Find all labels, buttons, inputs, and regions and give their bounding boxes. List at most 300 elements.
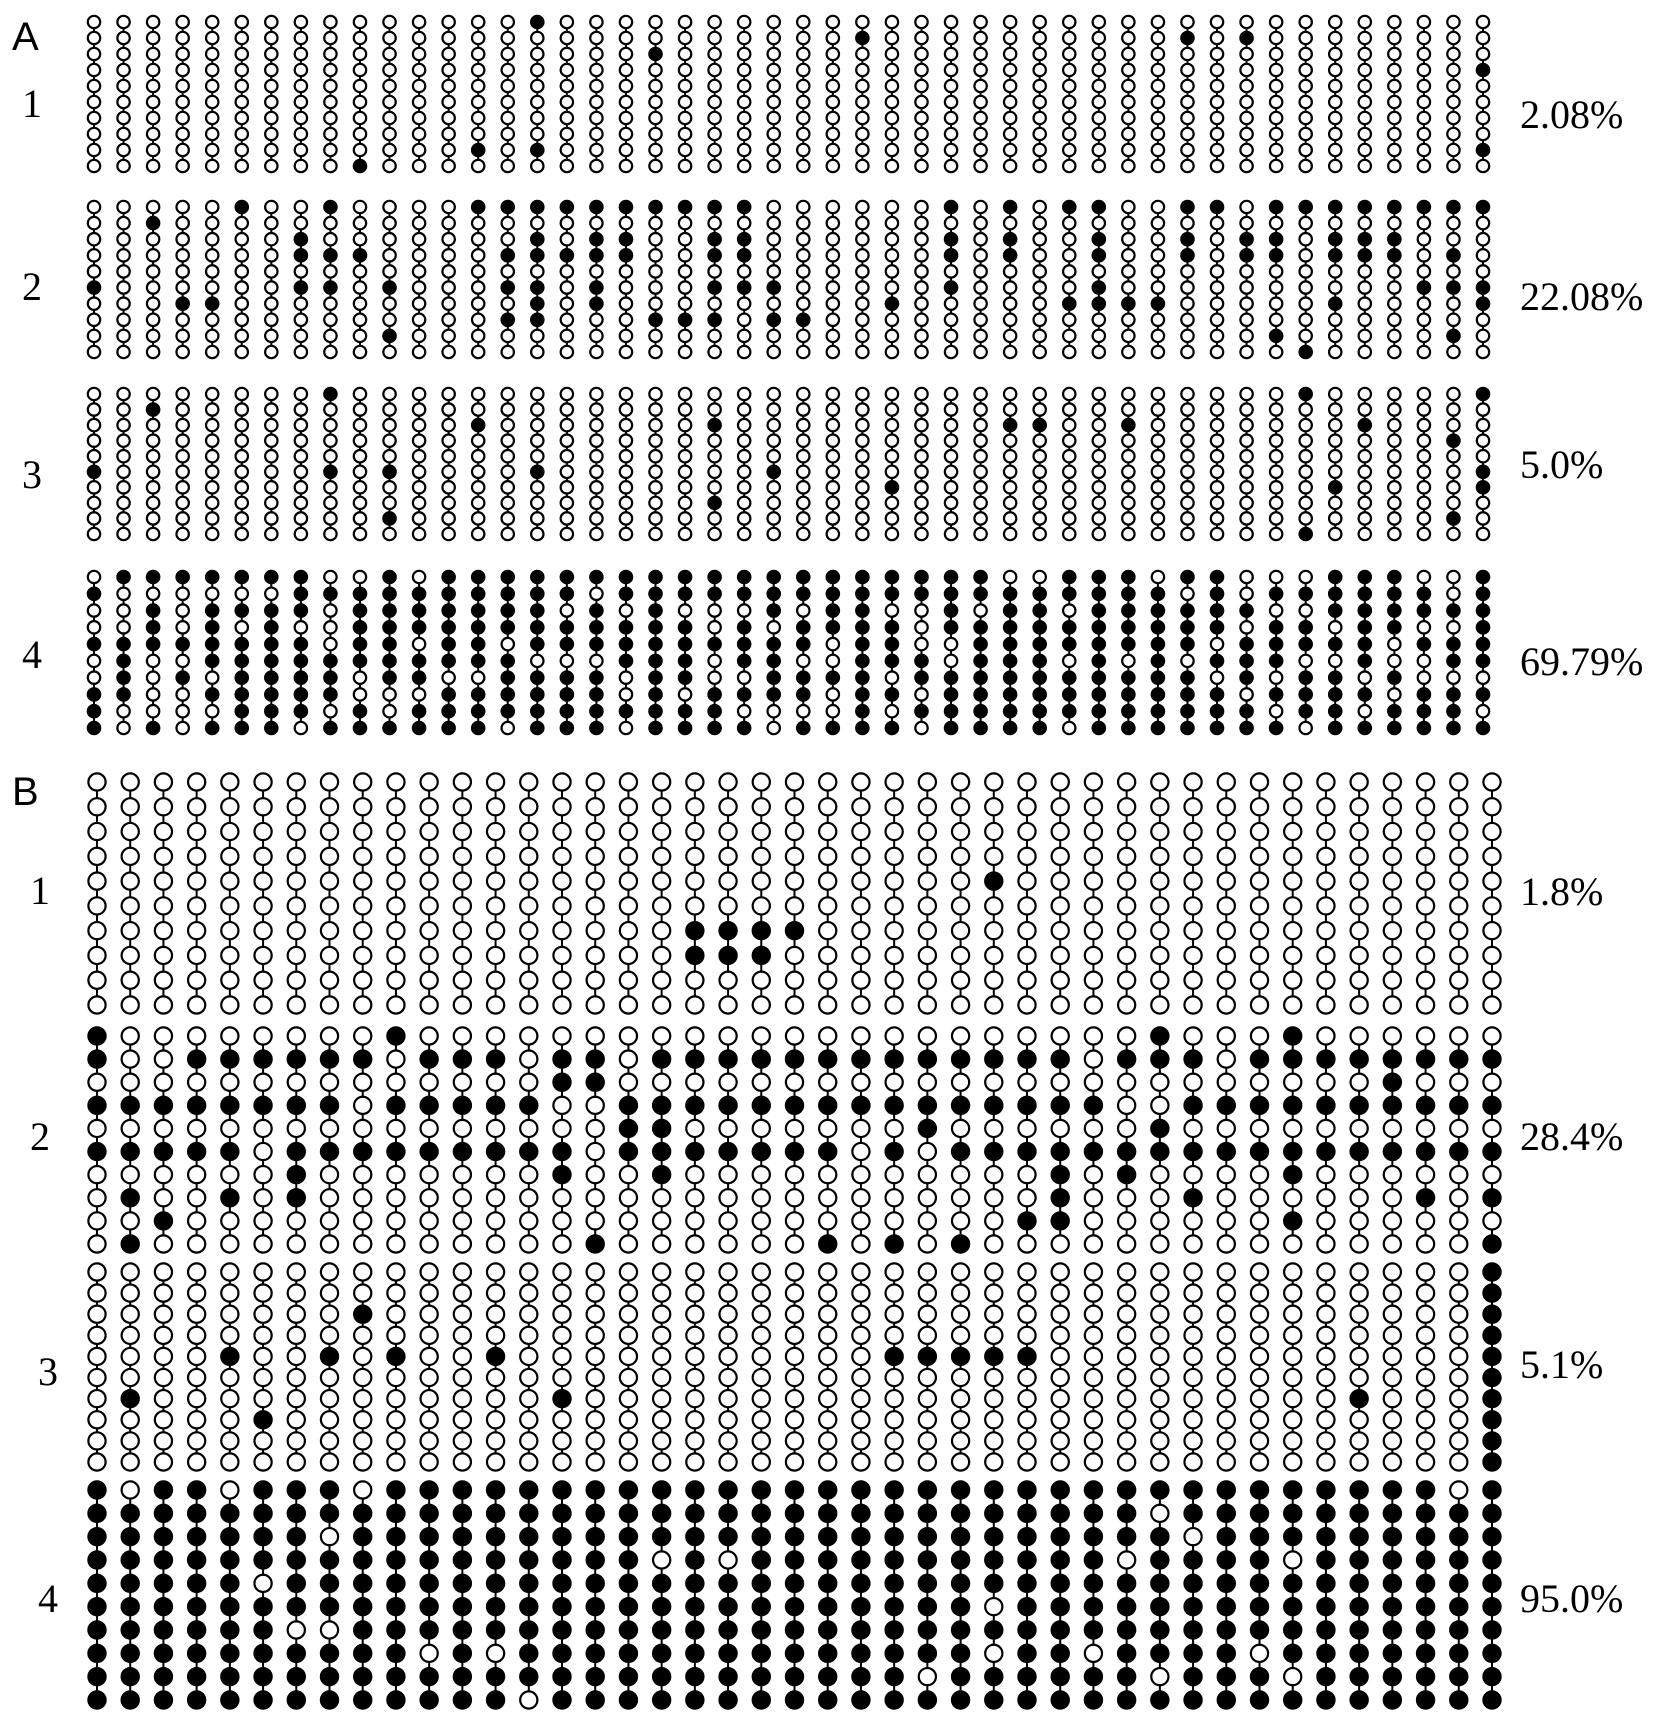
methylated-cpg bbox=[1384, 1691, 1401, 1708]
row-number: 3 bbox=[22, 452, 42, 497]
unmethylated-cpg bbox=[1018, 1074, 1035, 1091]
unmethylated-cpg bbox=[421, 1027, 438, 1044]
clone-column bbox=[1251, 1481, 1268, 1708]
methylated-cpg bbox=[1299, 671, 1311, 683]
unmethylated-cpg bbox=[1388, 466, 1400, 478]
unmethylated-cpg bbox=[653, 1348, 670, 1365]
clone-column bbox=[487, 1481, 504, 1708]
methylated-cpg bbox=[442, 688, 454, 700]
unmethylated-cpg bbox=[1118, 947, 1135, 964]
methylated-cpg bbox=[1284, 1575, 1301, 1592]
unmethylated-cpg bbox=[321, 996, 338, 1013]
unmethylated-cpg bbox=[786, 972, 803, 989]
clone-column bbox=[1418, 571, 1430, 734]
unmethylated-cpg bbox=[206, 128, 218, 140]
clone-column bbox=[147, 16, 159, 172]
unmethylated-cpg bbox=[265, 48, 277, 60]
unmethylated-cpg bbox=[1151, 1166, 1168, 1183]
methylated-cpg bbox=[1063, 588, 1075, 600]
unmethylated-cpg bbox=[1122, 330, 1134, 342]
unmethylated-cpg bbox=[421, 1453, 438, 1470]
methylated-cpg bbox=[502, 281, 514, 293]
unmethylated-cpg bbox=[88, 419, 100, 431]
methylated-cpg bbox=[952, 1235, 969, 1252]
unmethylated-cpg bbox=[1317, 922, 1334, 939]
unmethylated-cpg bbox=[221, 922, 238, 939]
unmethylated-cpg bbox=[1418, 314, 1430, 326]
methylated-cpg bbox=[487, 1528, 504, 1545]
unmethylated-cpg bbox=[288, 1348, 305, 1365]
unmethylated-cpg bbox=[1151, 1348, 1168, 1365]
clone-column bbox=[1450, 1263, 1467, 1470]
unmethylated-cpg bbox=[915, 528, 927, 540]
unmethylated-cpg bbox=[1063, 722, 1075, 734]
unmethylated-cpg bbox=[387, 1235, 404, 1252]
unmethylated-cpg bbox=[679, 346, 691, 358]
methylated-cpg bbox=[122, 1668, 139, 1685]
unmethylated-cpg bbox=[188, 1306, 205, 1323]
unmethylated-cpg bbox=[827, 217, 839, 229]
methylated-cpg bbox=[1417, 1505, 1434, 1522]
clone-column bbox=[620, 1027, 637, 1252]
unmethylated-cpg bbox=[88, 16, 100, 28]
methylated-cpg bbox=[786, 1668, 803, 1685]
unmethylated-cpg bbox=[561, 330, 573, 342]
unmethylated-cpg bbox=[649, 96, 661, 108]
clone-column bbox=[442, 16, 454, 172]
unmethylated-cpg bbox=[856, 434, 868, 446]
methylated-cpg bbox=[1052, 1051, 1069, 1068]
unmethylated-cpg bbox=[1118, 1074, 1135, 1091]
unmethylated-cpg bbox=[1122, 16, 1134, 28]
methylated-cpg bbox=[236, 655, 248, 667]
unmethylated-cpg bbox=[88, 571, 100, 583]
clone-column bbox=[1477, 201, 1489, 358]
clone-column bbox=[1418, 16, 1430, 172]
unmethylated-cpg bbox=[797, 112, 809, 124]
unmethylated-cpg bbox=[295, 128, 307, 140]
unmethylated-cpg bbox=[520, 1074, 537, 1091]
unmethylated-cpg bbox=[117, 249, 129, 261]
unmethylated-cpg bbox=[1063, 64, 1075, 76]
clone-column bbox=[354, 16, 366, 172]
clone-column bbox=[442, 201, 454, 358]
unmethylated-cpg bbox=[295, 450, 307, 462]
unmethylated-cpg bbox=[1418, 497, 1430, 509]
unmethylated-cpg bbox=[1240, 144, 1252, 156]
unmethylated-cpg bbox=[620, 1189, 637, 1206]
unmethylated-cpg bbox=[1477, 346, 1489, 358]
methylated-cpg bbox=[1018, 1598, 1035, 1615]
unmethylated-cpg bbox=[354, 403, 366, 415]
unmethylated-cpg bbox=[454, 1212, 471, 1229]
unmethylated-cpg bbox=[1284, 1432, 1301, 1449]
unmethylated-cpg bbox=[421, 1432, 438, 1449]
unmethylated-cpg bbox=[620, 80, 632, 92]
unmethylated-cpg bbox=[974, 466, 986, 478]
unmethylated-cpg bbox=[786, 1411, 803, 1428]
unmethylated-cpg bbox=[827, 419, 839, 431]
unmethylated-cpg bbox=[88, 897, 105, 914]
methylated-cpg bbox=[1299, 688, 1311, 700]
methylated-cpg bbox=[295, 671, 307, 683]
unmethylated-cpg bbox=[1384, 1453, 1401, 1470]
methylated-cpg bbox=[915, 571, 927, 583]
unmethylated-cpg bbox=[1329, 160, 1341, 172]
unmethylated-cpg bbox=[421, 1189, 438, 1206]
clone-column bbox=[1211, 571, 1223, 734]
methylated-cpg bbox=[915, 671, 927, 683]
unmethylated-cpg bbox=[442, 314, 454, 326]
unmethylated-cpg bbox=[590, 48, 602, 60]
unmethylated-cpg bbox=[1299, 297, 1311, 309]
unmethylated-cpg bbox=[1418, 48, 1430, 60]
unmethylated-cpg bbox=[155, 1074, 172, 1091]
unmethylated-cpg bbox=[819, 1390, 836, 1407]
unmethylated-cpg bbox=[1483, 1212, 1500, 1229]
methylated-cpg bbox=[206, 621, 218, 633]
unmethylated-cpg bbox=[1450, 1166, 1467, 1183]
unmethylated-cpg bbox=[354, 897, 371, 914]
unmethylated-cpg bbox=[886, 265, 898, 277]
methylated-cpg bbox=[1251, 1598, 1268, 1615]
unmethylated-cpg bbox=[1317, 1120, 1334, 1137]
unmethylated-cpg bbox=[561, 32, 573, 44]
methylated-cpg bbox=[221, 1051, 238, 1068]
unmethylated-cpg bbox=[122, 1212, 139, 1229]
unmethylated-cpg bbox=[719, 1263, 736, 1280]
unmethylated-cpg bbox=[1388, 144, 1400, 156]
unmethylated-cpg bbox=[295, 16, 307, 28]
unmethylated-cpg bbox=[354, 1432, 371, 1449]
unmethylated-cpg bbox=[1184, 996, 1201, 1013]
unmethylated-cpg bbox=[679, 434, 691, 446]
unmethylated-cpg bbox=[1359, 128, 1371, 140]
unmethylated-cpg bbox=[1093, 403, 1105, 415]
unmethylated-cpg bbox=[768, 201, 780, 213]
unmethylated-cpg bbox=[1034, 403, 1046, 415]
methylated-cpg bbox=[753, 1143, 770, 1160]
methylated-cpg bbox=[472, 722, 484, 734]
unmethylated-cpg bbox=[1299, 281, 1311, 293]
unmethylated-cpg bbox=[1384, 1189, 1401, 1206]
methylated-cpg bbox=[1477, 621, 1489, 633]
methylated-cpg bbox=[1118, 1668, 1135, 1685]
clone-column bbox=[886, 16, 898, 172]
methylated-cpg bbox=[886, 1051, 903, 1068]
methylated-cpg bbox=[1284, 1166, 1301, 1183]
methylated-cpg bbox=[1477, 64, 1489, 76]
clone-column bbox=[797, 388, 809, 540]
unmethylated-cpg bbox=[1034, 160, 1046, 172]
unmethylated-cpg bbox=[653, 848, 670, 865]
unmethylated-cpg bbox=[354, 265, 366, 277]
unmethylated-cpg bbox=[1388, 512, 1400, 524]
methylated-cpg bbox=[620, 201, 632, 213]
unmethylated-cpg bbox=[1034, 281, 1046, 293]
unmethylated-cpg bbox=[915, 297, 927, 309]
methylated-cpg bbox=[1052, 1598, 1069, 1615]
unmethylated-cpg bbox=[413, 512, 425, 524]
unmethylated-cpg bbox=[886, 1166, 903, 1183]
unmethylated-cpg bbox=[502, 64, 514, 76]
unmethylated-cpg bbox=[768, 64, 780, 76]
methylated-cpg bbox=[1477, 571, 1489, 583]
methylated-cpg bbox=[1063, 297, 1075, 309]
unmethylated-cpg bbox=[753, 1074, 770, 1091]
unmethylated-cpg bbox=[442, 512, 454, 524]
clone-column bbox=[88, 388, 100, 540]
unmethylated-cpg bbox=[719, 1235, 736, 1252]
methylated-cpg bbox=[1151, 1027, 1168, 1044]
unmethylated-cpg bbox=[1388, 48, 1400, 60]
unmethylated-cpg bbox=[1093, 144, 1105, 156]
clone-column bbox=[561, 571, 573, 734]
unmethylated-cpg bbox=[354, 798, 371, 815]
unmethylated-cpg bbox=[719, 1369, 736, 1386]
unmethylated-cpg bbox=[295, 144, 307, 156]
unmethylated-cpg bbox=[413, 32, 425, 44]
unmethylated-cpg bbox=[1417, 897, 1434, 914]
lollipop-row bbox=[88, 1027, 1500, 1252]
unmethylated-cpg bbox=[88, 1074, 105, 1091]
unmethylated-cpg bbox=[1052, 848, 1069, 865]
methylated-cpg bbox=[1417, 1668, 1434, 1685]
methylated-cpg bbox=[686, 1143, 703, 1160]
unmethylated-cpg bbox=[236, 160, 248, 172]
unmethylated-cpg bbox=[1418, 80, 1430, 92]
unmethylated-cpg bbox=[915, 434, 927, 446]
unmethylated-cpg bbox=[236, 388, 248, 400]
unmethylated-cpg bbox=[1240, 388, 1252, 400]
unmethylated-cpg bbox=[919, 873, 936, 890]
unmethylated-cpg bbox=[1151, 996, 1168, 1013]
unmethylated-cpg bbox=[1122, 201, 1134, 213]
methylated-cpg bbox=[653, 1575, 670, 1592]
unmethylated-cpg bbox=[1447, 528, 1459, 540]
unmethylated-cpg bbox=[236, 419, 248, 431]
unmethylated-cpg bbox=[797, 128, 809, 140]
unmethylated-cpg bbox=[786, 1369, 803, 1386]
unmethylated-cpg bbox=[738, 481, 750, 493]
unmethylated-cpg bbox=[1351, 1285, 1368, 1302]
unmethylated-cpg bbox=[520, 996, 537, 1013]
methylated-cpg bbox=[1152, 688, 1164, 700]
unmethylated-cpg bbox=[1450, 922, 1467, 939]
methylated-cpg bbox=[454, 1528, 471, 1545]
unmethylated-cpg bbox=[1317, 897, 1334, 914]
unmethylated-cpg bbox=[1240, 419, 1252, 431]
unmethylated-cpg bbox=[1299, 265, 1311, 277]
unmethylated-cpg bbox=[1270, 265, 1282, 277]
clone-column bbox=[1384, 773, 1401, 1013]
methylated-cpg bbox=[1018, 1143, 1035, 1160]
unmethylated-cpg bbox=[768, 346, 780, 358]
clone-column bbox=[753, 1263, 770, 1470]
unmethylated-cpg bbox=[117, 512, 129, 524]
unmethylated-cpg bbox=[797, 434, 809, 446]
methylated-cpg bbox=[952, 1143, 969, 1160]
methylated-cpg bbox=[620, 571, 632, 583]
unmethylated-cpg bbox=[1063, 434, 1075, 446]
unmethylated-cpg bbox=[1034, 571, 1046, 583]
unmethylated-cpg bbox=[649, 281, 661, 293]
methylated-cpg bbox=[1447, 201, 1459, 213]
unmethylated-cpg bbox=[1477, 80, 1489, 92]
unmethylated-cpg bbox=[1329, 330, 1341, 342]
unmethylated-cpg bbox=[797, 265, 809, 277]
unmethylated-cpg bbox=[288, 947, 305, 964]
unmethylated-cpg bbox=[265, 128, 277, 140]
unmethylated-cpg bbox=[1034, 96, 1046, 108]
unmethylated-cpg bbox=[974, 297, 986, 309]
unmethylated-cpg bbox=[413, 688, 425, 700]
unmethylated-cpg bbox=[620, 1285, 637, 1302]
methylated-cpg bbox=[1118, 1575, 1135, 1592]
unmethylated-cpg bbox=[1251, 922, 1268, 939]
methylated-cpg bbox=[1251, 1143, 1268, 1160]
unmethylated-cpg bbox=[1151, 798, 1168, 815]
clone-column bbox=[856, 16, 868, 172]
unmethylated-cpg bbox=[1418, 528, 1430, 540]
unmethylated-cpg bbox=[852, 1306, 869, 1323]
unmethylated-cpg bbox=[442, 249, 454, 261]
unmethylated-cpg bbox=[852, 1143, 869, 1160]
unmethylated-cpg bbox=[1118, 823, 1135, 840]
unmethylated-cpg bbox=[421, 1166, 438, 1183]
unmethylated-cpg bbox=[1351, 1327, 1368, 1344]
unmethylated-cpg bbox=[886, 773, 903, 790]
methylated-cpg bbox=[1418, 722, 1430, 734]
unmethylated-cpg bbox=[686, 773, 703, 790]
clone-column bbox=[531, 571, 543, 734]
unmethylated-cpg bbox=[1299, 434, 1311, 446]
unmethylated-cpg bbox=[738, 144, 750, 156]
unmethylated-cpg bbox=[708, 450, 720, 462]
methylated-cpg bbox=[88, 1097, 105, 1114]
unmethylated-cpg bbox=[1063, 466, 1075, 478]
unmethylated-cpg bbox=[1240, 346, 1252, 358]
unmethylated-cpg bbox=[1085, 1348, 1102, 1365]
unmethylated-cpg bbox=[886, 16, 898, 28]
methylated-cpg bbox=[952, 1051, 969, 1068]
unmethylated-cpg bbox=[1063, 128, 1075, 140]
unmethylated-cpg bbox=[1388, 434, 1400, 446]
clone-column bbox=[1218, 1263, 1235, 1470]
methylated-cpg bbox=[1450, 1598, 1467, 1615]
clone-column bbox=[1483, 773, 1500, 1013]
unmethylated-cpg bbox=[1270, 96, 1282, 108]
unmethylated-cpg bbox=[1450, 1390, 1467, 1407]
methylated-cpg bbox=[620, 621, 632, 633]
unmethylated-cpg bbox=[1317, 1369, 1334, 1386]
clone-column bbox=[1483, 1027, 1500, 1252]
methylated-cpg bbox=[1018, 1505, 1035, 1522]
unmethylated-cpg bbox=[679, 144, 691, 156]
unmethylated-cpg bbox=[442, 265, 454, 277]
clone-column bbox=[254, 1481, 271, 1708]
methylated-cpg bbox=[288, 1505, 305, 1522]
row-number: 4 bbox=[22, 632, 42, 677]
unmethylated-cpg bbox=[413, 330, 425, 342]
methylated-cpg bbox=[1004, 249, 1016, 261]
unmethylated-cpg bbox=[254, 1189, 271, 1206]
methylated-cpg bbox=[1351, 1143, 1368, 1160]
unmethylated-cpg bbox=[321, 1453, 338, 1470]
unmethylated-cpg bbox=[919, 848, 936, 865]
unmethylated-cpg bbox=[985, 1411, 1002, 1428]
unmethylated-cpg bbox=[587, 1390, 604, 1407]
methylated-cpg bbox=[288, 1051, 305, 1068]
unmethylated-cpg bbox=[1384, 947, 1401, 964]
unmethylated-cpg bbox=[590, 419, 602, 431]
methylated-cpg bbox=[1052, 1621, 1069, 1638]
methylated-cpg bbox=[1181, 32, 1193, 44]
unmethylated-cpg bbox=[708, 112, 720, 124]
unmethylated-cpg bbox=[206, 419, 218, 431]
unmethylated-cpg bbox=[587, 1097, 604, 1114]
unmethylated-cpg bbox=[1122, 434, 1134, 446]
unmethylated-cpg bbox=[88, 346, 100, 358]
methylated-cpg bbox=[1184, 1189, 1201, 1206]
unmethylated-cpg bbox=[708, 297, 720, 309]
methylated-cpg bbox=[1181, 249, 1193, 261]
unmethylated-cpg bbox=[1211, 233, 1223, 245]
unmethylated-cpg bbox=[117, 466, 129, 478]
methylated-cpg bbox=[1384, 1481, 1401, 1498]
unmethylated-cpg bbox=[1251, 1348, 1268, 1365]
unmethylated-cpg bbox=[915, 64, 927, 76]
unmethylated-cpg bbox=[819, 1306, 836, 1323]
unmethylated-cpg bbox=[1085, 1074, 1102, 1091]
unmethylated-cpg bbox=[587, 1369, 604, 1386]
unmethylated-cpg bbox=[1184, 1528, 1201, 1545]
methylated-cpg bbox=[1477, 655, 1489, 667]
methylated-cpg bbox=[919, 1097, 936, 1114]
methylated-cpg bbox=[1211, 705, 1223, 717]
unmethylated-cpg bbox=[442, 528, 454, 540]
clone-column bbox=[1018, 773, 1035, 1013]
unmethylated-cpg bbox=[561, 281, 573, 293]
unmethylated-cpg bbox=[919, 947, 936, 964]
unmethylated-cpg bbox=[1122, 80, 1134, 92]
methylated-cpg bbox=[1483, 1575, 1500, 1592]
clone-column bbox=[919, 1027, 936, 1252]
unmethylated-cpg bbox=[1052, 1390, 1069, 1407]
unmethylated-cpg bbox=[786, 848, 803, 865]
unmethylated-cpg bbox=[852, 996, 869, 1013]
methylated-cpg bbox=[520, 1481, 537, 1498]
unmethylated-cpg bbox=[1329, 16, 1341, 28]
unmethylated-cpg bbox=[1184, 848, 1201, 865]
unmethylated-cpg bbox=[1477, 671, 1489, 683]
methylated-cpg bbox=[590, 688, 602, 700]
unmethylated-cpg bbox=[1211, 112, 1223, 124]
unmethylated-cpg bbox=[985, 1390, 1002, 1407]
unmethylated-cpg bbox=[561, 217, 573, 229]
methylated-cpg bbox=[221, 1551, 238, 1568]
unmethylated-cpg bbox=[768, 528, 780, 540]
unmethylated-cpg bbox=[620, 1166, 637, 1183]
unmethylated-cpg bbox=[679, 604, 691, 616]
unmethylated-cpg bbox=[587, 848, 604, 865]
clone-column bbox=[587, 1481, 604, 1708]
unmethylated-cpg bbox=[387, 773, 404, 790]
unmethylated-cpg bbox=[487, 922, 504, 939]
methylated-cpg bbox=[886, 1598, 903, 1615]
unmethylated-cpg bbox=[590, 466, 602, 478]
unmethylated-cpg bbox=[176, 144, 188, 156]
